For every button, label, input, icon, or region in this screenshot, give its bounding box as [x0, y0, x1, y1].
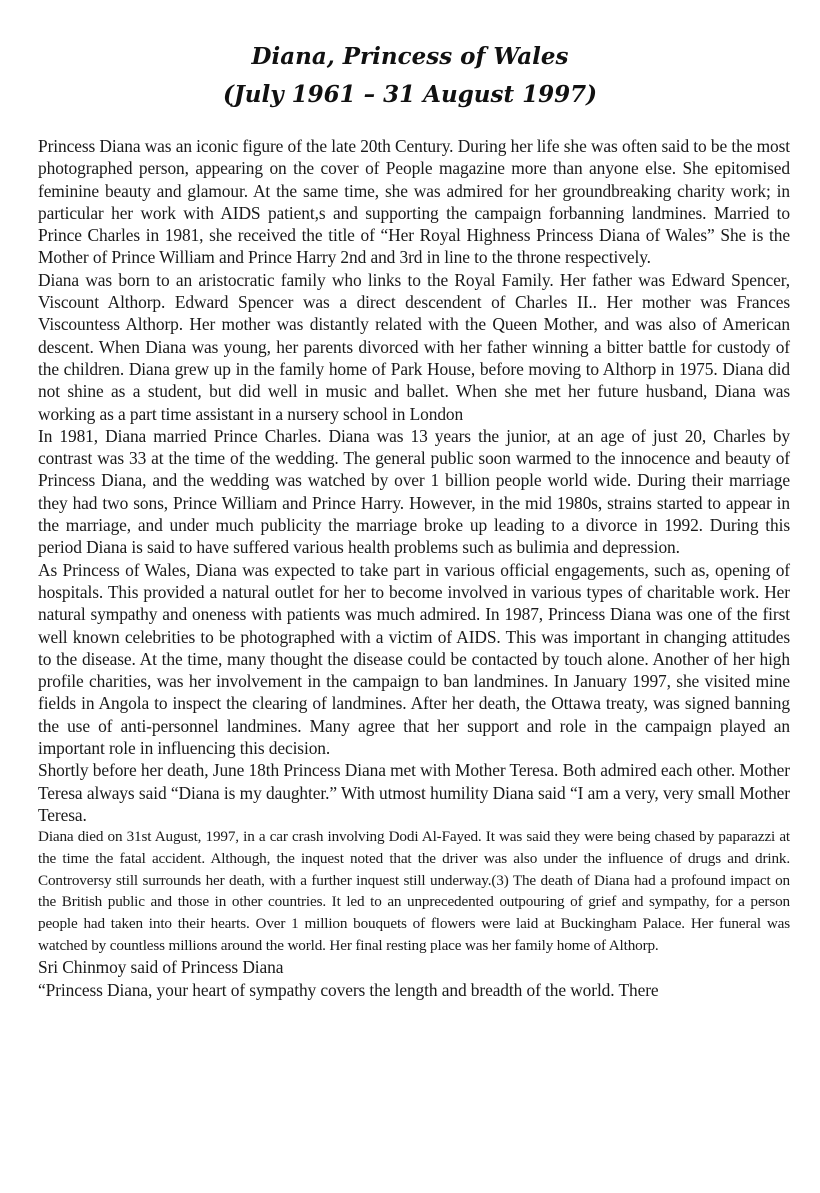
paragraph-marriage: In 1981, Diana married Prince Charles. Diana was 13 years the junior, at an age of just 20, Charles by contrast was 33 at the time of the wedding. The general public soon warmed to the innocence and beauty of Princess Diana, and the wedding was watched by over 1 billion people world wide. During their marriage they had two sons, Prince William and Prince Harry. However, in the mid 1980s, strains started to appear in the marriage, and under much publicity the marriage broke up leading to a divorce in 1992. During this period Diana is said to have suffered various health problems such as bulimia and depression. [38, 425, 790, 558]
paragraph-mother-teresa: Shortly before her death, June 18th Princess Diana met with Mother Teresa. Both admired each other. Mother Teresa always said “Diana is my daughter.” With utmost humility Diana said “I am a very, very small Mother Teresa. [38, 760, 790, 825]
paragraph-death: Diana died on 31st August, 1997, in a car crash involving Dodi Al-Fayed. It was said they were being chased by paparazzi at the time the fatal accident. Although, the inquest noted that the driver was also under the influence of drugs and drink. Controversy still surrounds her death, with a further inquest still underway.(3) The death of Diana had a profound impact on the British public and those in other countries. It led to an unprecedented outpouring of grief and sympathy, for a person people had taken into their hearts. Over 1 million bouquets of flowers were laid at Buckingham Palace. Her funeral was watched by countless millions around the world. Her final resting place was her family home of Althorp. [38, 828, 790, 954]
document-title [0, 38, 820, 114]
paragraph-charity-work: As Princess of Wales, Diana was expected to take part in various official engagements, such as, opening of hospitals. This provided a natural outlet for her to become involved in various types of charitable work. Her natural sympathy and oneness with patients was much admired. In 1987, Princess Diana was one of the first well known celebrities to be photographed with a victim of AIDS. This was important in changing attitudes to the disease. At the time, many thought the disease could be contacted by touch alone. Another of her high profile charities, was her involvement in the campaign to ban landmines. In January 1997, she visited mine fields in Angola to inspect the clearing of landmines. After her death, the Ottawa treaty, was signed banning the use of anti-personnel landmines. Many agree that her support and role in the campaign played an important role in influencing this decision. [38, 559, 790, 759]
title-line-name: Diana, Princess of Wales [251, 43, 569, 70]
paragraph-sri-chinmoy-intro: Sri Chinmoy said of Princess Diana [38, 957, 284, 978]
paragraph-sri-chinmoy-quote: “Princess Diana, your heart of sympathy covers the length and breadth of the world. There [38, 979, 659, 1000]
paragraph-introduction: Princess Diana was an iconic figure of the late 20th Century. During her life she was often said to be the most photographed person, appearing on the cover of People magazine more than anyone else. She epitomised feminine beauty and glamour. At the same time, she was admired for her groundbreaking charity work; in particular her work with AIDS patient,s and supporting the campaign forbanning landmines. Married to Prince Charles in 1981, she received the title of “Her Royal Highness Princess Diana of Wales” She is the Mother of Prince William and Prince Harry 2nd and 3rd in line to the throne respectively. [38, 136, 790, 268]
document-body [38, 135, 790, 1001]
paragraph-early-life: Diana was born to an aristocratic family who links to the Royal Family. Her father was Edward Spencer, Viscount Althorp. Edward Spencer was a direct descendent of Charles II.. Her mother was Frances Viscountess Althorp. Her mother was distantly related with the Queen Mother, and was also of American descent. When Diana was young, her parents divorced with her father winning a bitter battle for custody of the children. Diana grew up in the family home of Park House, before moving to Althorp in 1975. Diana did not shine as a student, but did well in music and ballet. When she met her future husband, Diana was working as a part time assistant in a nursery school in London [38, 269, 790, 424]
title-line-dates: (July 1961 – 31 August 1997) [223, 81, 597, 108]
